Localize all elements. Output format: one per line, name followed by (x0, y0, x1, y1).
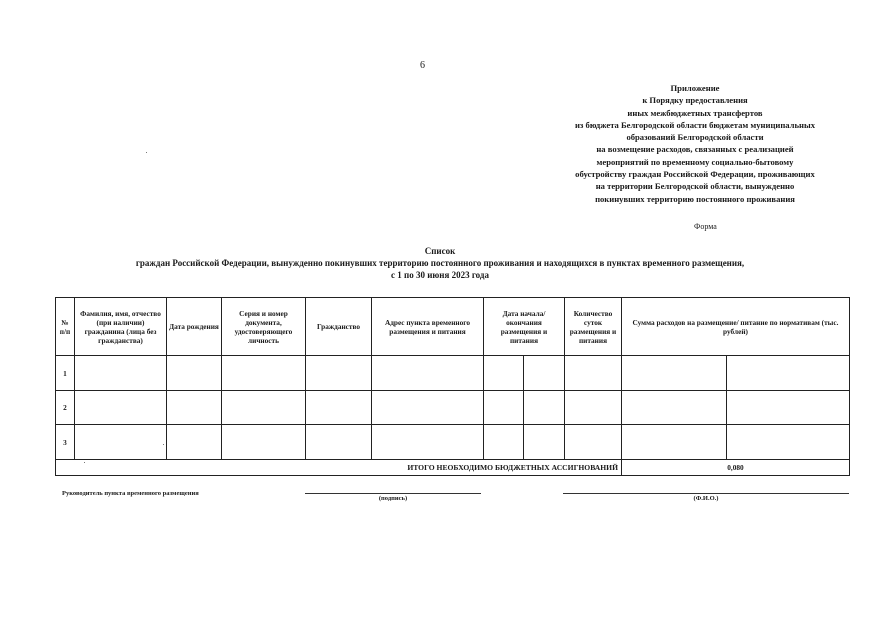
header-birth: Дата рождения (167, 298, 222, 356)
total-value: 0,080 (622, 460, 850, 476)
cell-sum-food[interactable] (727, 391, 850, 425)
appendix-line: иных межбюджетных трансфертов (627, 107, 763, 118)
signature-line (305, 493, 481, 494)
cell-doc[interactable] (222, 425, 306, 460)
table-row (56, 356, 850, 391)
cell-date-end[interactable] (524, 425, 565, 460)
form-label: Форма (694, 222, 717, 231)
cell-date-end[interactable] (524, 356, 565, 391)
row-number: 3 (56, 425, 75, 460)
cell-citizenship[interactable] (306, 356, 372, 391)
title-line: Список (424, 246, 456, 256)
appendix-line: обустройству граждан Российской Федерации, проживающих (575, 169, 815, 180)
header-address: Адрес пункта временного размещения и питания (372, 298, 484, 356)
appendix-line: на территории Белгородской области, вынужденно (595, 181, 795, 192)
appendix-line: покинувших территорию постоянного проживания (595, 193, 795, 204)
cell-address[interactable] (372, 391, 484, 425)
cell-date-start[interactable] (484, 391, 524, 425)
appendix-line: из бюджета Белгородской области бюджетам муниципальных (574, 119, 816, 130)
scan-speck (146, 152, 147, 153)
appendix-header (545, 82, 845, 205)
table-header-row (56, 298, 850, 356)
cell-days[interactable] (565, 391, 622, 425)
scan-speck (84, 462, 85, 463)
cell-days[interactable] (565, 425, 622, 460)
cell-date-end[interactable] (524, 391, 565, 425)
header-dates: Дата начала/ окончания размещения и питания (484, 298, 565, 356)
cell-sum-food[interactable] (727, 425, 850, 460)
title-line: граждан Российской Федерации, вынужденно покинувших территорию постоянного проживания и находящихся в пунктах временного размещения, (135, 258, 745, 268)
cell-sum-lodging[interactable] (622, 391, 727, 425)
appendix-line: к Порядку предоставления (642, 95, 748, 106)
table-row (56, 425, 850, 460)
cell-birth[interactable] (167, 425, 222, 460)
header-citizenship: Гражданство (306, 298, 372, 356)
cell-sum-lodging[interactable] (622, 356, 727, 391)
cell-name[interactable] (75, 356, 167, 391)
cell-birth[interactable] (167, 391, 222, 425)
appendix-line: на возмещение расходов, связанных с реализацией (596, 144, 794, 155)
cell-date-start[interactable] (484, 356, 524, 391)
signature-role-label: Руководитель пункта временного размещения (62, 490, 199, 497)
title-line: с 1 по 30 июня 2023 года (391, 270, 489, 280)
signature-caption: (подпись) (378, 495, 408, 502)
citizens-table (55, 297, 850, 476)
cell-name[interactable] (75, 425, 167, 460)
appendix-line: мероприятий по временному социально-бытовому (596, 156, 794, 167)
header-days: Количество суток размещения и питания (565, 298, 622, 356)
cell-address[interactable] (372, 425, 484, 460)
cell-days[interactable] (565, 356, 622, 391)
name-caption: (Ф.И.О.) (693, 495, 719, 502)
cell-doc[interactable] (222, 356, 306, 391)
name-line (563, 493, 849, 494)
row-number: 2 (56, 391, 75, 425)
table-total-row (56, 460, 850, 476)
cell-citizenship[interactable] (306, 425, 372, 460)
cell-sum-food[interactable] (727, 356, 850, 391)
appendix-line: Приложение (670, 83, 720, 93)
cell-name[interactable] (75, 391, 167, 425)
cell-citizenship[interactable] (306, 391, 372, 425)
cell-doc[interactable] (222, 391, 306, 425)
document-title (90, 245, 790, 281)
cell-date-start[interactable] (484, 425, 524, 460)
row-number: 1 (56, 356, 75, 391)
appendix-line: образований Белгородской области (626, 132, 764, 143)
cell-sum-lodging[interactable] (622, 425, 727, 460)
header-num: № п/п (56, 298, 75, 356)
header-doc: Серия и номер документа, удостоверяющего личность (222, 298, 306, 356)
table-row (56, 391, 850, 425)
cell-address[interactable] (372, 356, 484, 391)
header-name: Фамилия, имя, отчество (при наличии) гражданина (лица без гражданства) (75, 298, 167, 356)
total-label: ИТОГО НЕОБХОДИМО БЮДЖЕТНЫХ АССИГНОВАНИЙ (56, 460, 622, 476)
cell-birth[interactable] (167, 356, 222, 391)
header-sum: Сумма расходов на размещение/ питание по нормативам (тыс. рублей) (622, 298, 850, 356)
page-number: 6 (420, 60, 425, 71)
scan-speck (163, 444, 164, 445)
